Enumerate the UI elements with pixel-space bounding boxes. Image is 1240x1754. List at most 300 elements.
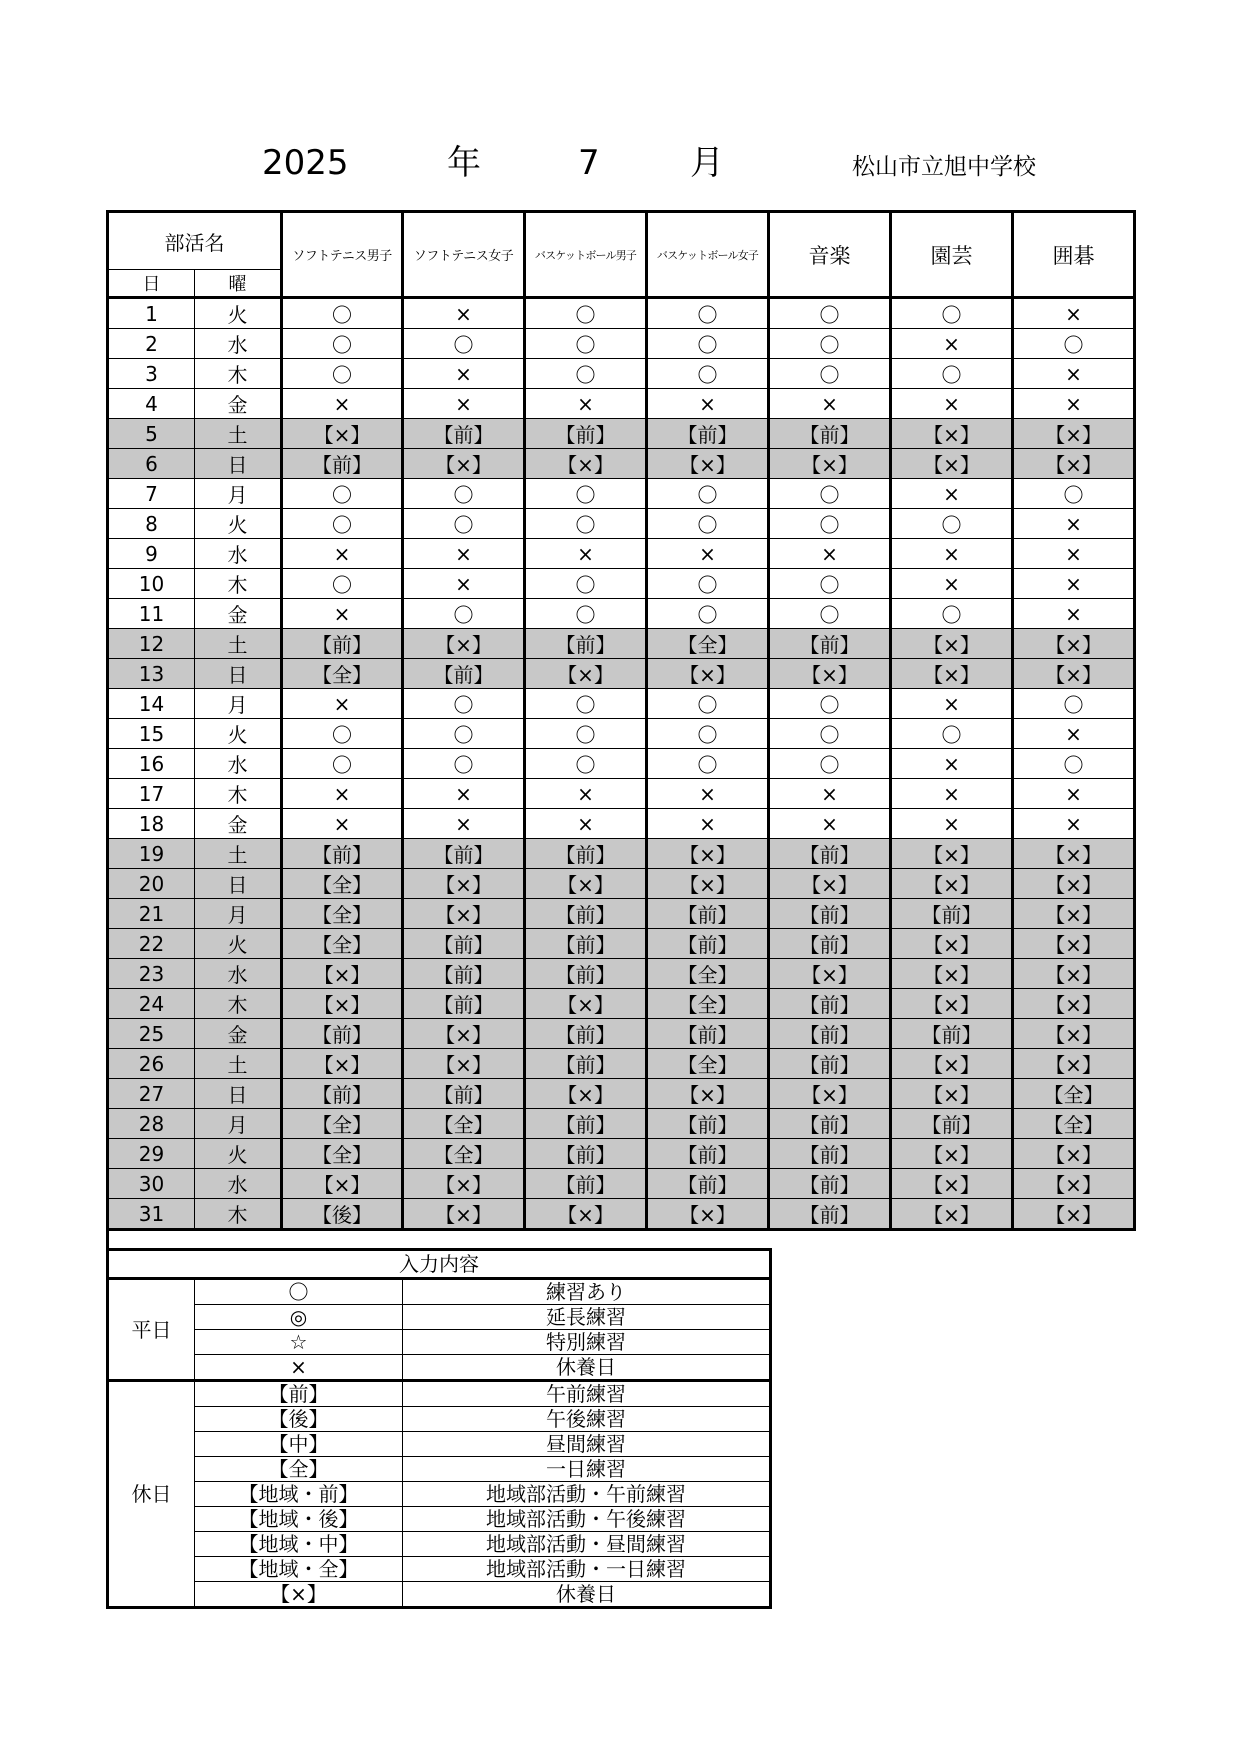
schedule-cell: 【×】 xyxy=(1013,629,1135,659)
legend-row xyxy=(108,1305,771,1330)
schedule-cell: 【×】 xyxy=(282,1169,403,1199)
legend-description: 昼間練習 xyxy=(403,1432,771,1457)
schedule-cell: 【前】 xyxy=(891,899,1013,929)
schedule-cell: 【×】 xyxy=(1013,659,1135,689)
schedule-cell: 【全】 xyxy=(647,989,769,1019)
schedule-cell: 【前】 xyxy=(769,1139,891,1169)
table-row xyxy=(108,1109,1135,1139)
schedule-cell: 〇 xyxy=(525,359,647,389)
day-number: 23 xyxy=(108,959,195,989)
legend-description: 休養日 xyxy=(403,1355,771,1381)
legend-symbol: 【地域・全】 xyxy=(195,1557,403,1582)
club-column-header: ソフトテニス女子 xyxy=(403,212,525,298)
legend-title: 入力内容 xyxy=(108,1250,771,1279)
day-number: 27 xyxy=(108,1079,195,1109)
schedule-cell: 〇 xyxy=(647,359,769,389)
weekday: 水 xyxy=(195,329,282,359)
weekday: 土 xyxy=(195,419,282,449)
legend-symbol: ☆ xyxy=(195,1330,403,1355)
schedule-cell: 【前】 xyxy=(525,419,647,449)
schedule-cell: 【×】 xyxy=(1013,1019,1135,1049)
schedule-cell: 【×】 xyxy=(403,449,525,479)
schedule-cell: × xyxy=(282,539,403,569)
schedule-cell: 【前】 xyxy=(647,1019,769,1049)
table-row xyxy=(108,389,1135,419)
day-number: 24 xyxy=(108,989,195,1019)
schedule-cell: 【×】 xyxy=(891,1199,1013,1230)
legend-weekday-group: 平日 xyxy=(108,1279,195,1381)
weekday: 木 xyxy=(195,989,282,1019)
weekday: 木 xyxy=(195,1199,282,1230)
day-number: 2 xyxy=(108,329,195,359)
schedule-cell: 【×】 xyxy=(1013,869,1135,899)
month-value: 7 xyxy=(578,143,600,183)
schedule-cell: 〇 xyxy=(647,479,769,509)
schedule-cell: 〇 xyxy=(525,509,647,539)
schedule-cell: 【×】 xyxy=(769,659,891,689)
schedule-cell: 【前】 xyxy=(403,659,525,689)
schedule-cell: 【後】 xyxy=(282,1199,403,1230)
schedule-cell: 〇 xyxy=(282,509,403,539)
schedule-cell: 【前】 xyxy=(769,929,891,959)
schedule-cell: 〇 xyxy=(647,569,769,599)
schedule-cell: 【×】 xyxy=(282,989,403,1019)
table-row xyxy=(108,689,1135,719)
schedule-cell: × xyxy=(891,749,1013,779)
weekday: 月 xyxy=(195,689,282,719)
schedule-cell: 【×】 xyxy=(891,929,1013,959)
schedule-cell: 【×】 xyxy=(282,959,403,989)
legend-row xyxy=(108,1582,771,1608)
schedule-cell: 【前】 xyxy=(769,1019,891,1049)
schedule-cell: 【×】 xyxy=(891,869,1013,899)
schedule-cell: 〇 xyxy=(769,479,891,509)
schedule-cell: 【前】 xyxy=(769,1169,891,1199)
table-row xyxy=(108,329,1135,359)
schedule-cell: 【前】 xyxy=(282,1019,403,1049)
schedule-cell: 【前】 xyxy=(525,629,647,659)
schedule-cell: 【前】 xyxy=(769,1049,891,1079)
day-number: 26 xyxy=(108,1049,195,1079)
schedule-cell: 【×】 xyxy=(403,869,525,899)
schedule-cell: × xyxy=(769,779,891,809)
weekday-heading: 曜 xyxy=(195,270,282,298)
schedule-cell: 〇 xyxy=(525,599,647,629)
club-column-header: バスケットボール男子 xyxy=(525,212,647,298)
day-number: 16 xyxy=(108,749,195,779)
schedule-cell: 【前】 xyxy=(769,989,891,1019)
legend-symbol: 【地域・中】 xyxy=(195,1532,403,1557)
schedule-cell: × xyxy=(282,809,403,839)
schedule-cell: 〇 xyxy=(769,599,891,629)
weekday: 土 xyxy=(195,629,282,659)
schedule-table xyxy=(106,210,1136,1231)
weekday: 木 xyxy=(195,569,282,599)
legend-row xyxy=(108,1432,771,1457)
schedule-cell: 【×】 xyxy=(769,1079,891,1109)
schedule-cell: 【×】 xyxy=(891,839,1013,869)
weekday: 金 xyxy=(195,1019,282,1049)
schedule-cell: 【×】 xyxy=(1013,899,1135,929)
weekday: 火 xyxy=(195,719,282,749)
schedule-cell: × xyxy=(1013,719,1135,749)
schedule-cell: 【全】 xyxy=(1013,1109,1135,1139)
schedule-cell: 【×】 xyxy=(891,419,1013,449)
schedule-cell: 〇 xyxy=(282,479,403,509)
schedule-cell: 【前】 xyxy=(769,1109,891,1139)
schedule-cell: 〇 xyxy=(403,329,525,359)
legend-row xyxy=(108,1457,771,1482)
schedule-cell: 〇 xyxy=(1013,329,1135,359)
schedule-cell: 【前】 xyxy=(403,1079,525,1109)
schedule-cell: 【×】 xyxy=(1013,929,1135,959)
schedule-cell: × xyxy=(891,329,1013,359)
club-column-header: 囲碁 xyxy=(1013,212,1135,298)
schedule-cell: × xyxy=(769,539,891,569)
table-row xyxy=(108,989,1135,1019)
schedule-cell: 〇 xyxy=(891,298,1013,329)
schedule-cell: 〇 xyxy=(769,509,891,539)
schedule-cell: × xyxy=(769,809,891,839)
legend-symbol: 【前】 xyxy=(195,1381,403,1407)
schedule-cell: 〇 xyxy=(1013,479,1135,509)
schedule-cell: × xyxy=(282,599,403,629)
month-unit: 月 xyxy=(690,143,724,183)
schedule-cell: 【×】 xyxy=(403,1049,525,1079)
schedule-cell: 【前】 xyxy=(769,629,891,659)
schedule-cell: × xyxy=(403,298,525,329)
schedule-cell: 【前】 xyxy=(525,1139,647,1169)
legend-description: 午後練習 xyxy=(403,1407,771,1432)
schedule-cell: × xyxy=(525,809,647,839)
schedule-cell: 【前】 xyxy=(769,419,891,449)
schedule-cell: × xyxy=(282,389,403,419)
schedule-cell: 【前】 xyxy=(647,419,769,449)
table-row xyxy=(108,479,1135,509)
legend-description: 一日練習 xyxy=(403,1457,771,1482)
schedule-cell: 〇 xyxy=(769,329,891,359)
schedule-cell: × xyxy=(403,809,525,839)
weekday: 金 xyxy=(195,809,282,839)
schedule-cell: 【前】 xyxy=(525,1049,647,1079)
schedule-cell: 〇 xyxy=(891,509,1013,539)
schedule-cell: × xyxy=(891,479,1013,509)
schedule-cell: 〇 xyxy=(647,689,769,719)
schedule-cell: × xyxy=(1013,539,1135,569)
day-number: 7 xyxy=(108,479,195,509)
weekday: 金 xyxy=(195,599,282,629)
weekday: 水 xyxy=(195,1169,282,1199)
table-row xyxy=(108,599,1135,629)
table-row xyxy=(108,1139,1135,1169)
schedule-cell: 〇 xyxy=(525,569,647,599)
schedule-cell: × xyxy=(891,539,1013,569)
schedule-cell: 【×】 xyxy=(891,659,1013,689)
schedule-cell: 【×】 xyxy=(403,1169,525,1199)
legend-table xyxy=(106,1248,772,1609)
day-number: 11 xyxy=(108,599,195,629)
day-number: 18 xyxy=(108,809,195,839)
day-number: 8 xyxy=(108,509,195,539)
schedule-cell: 〇 xyxy=(403,599,525,629)
schedule-cell: × xyxy=(1013,569,1135,599)
schedule-cell: × xyxy=(1013,809,1135,839)
schedule-cell: 【×】 xyxy=(403,1199,525,1230)
legend-symbol: 【×】 xyxy=(195,1582,403,1608)
schedule-cell: 【×】 xyxy=(525,449,647,479)
day-number: 13 xyxy=(108,659,195,689)
weekday: 火 xyxy=(195,929,282,959)
legend-holiday-group: 休日 xyxy=(108,1381,195,1608)
table-row xyxy=(108,839,1135,869)
schedule-cell: × xyxy=(647,779,769,809)
schedule-cell: × xyxy=(891,809,1013,839)
schedule-cell: 【全】 xyxy=(282,1109,403,1139)
schedule-cell: 【前】 xyxy=(769,899,891,929)
schedule-cell: 〇 xyxy=(769,569,891,599)
schedule-cell: 【前】 xyxy=(525,929,647,959)
schedule-cell: 【全】 xyxy=(282,659,403,689)
legend-symbol: 【地域・後】 xyxy=(195,1507,403,1532)
schedule-cell: 【×】 xyxy=(1013,449,1135,479)
table-row xyxy=(108,929,1135,959)
schedule-cell: 〇 xyxy=(282,569,403,599)
schedule-cell: × xyxy=(282,779,403,809)
schedule-cell: 〇 xyxy=(525,719,647,749)
schedule-cell: × xyxy=(891,389,1013,419)
schedule-cell: 〇 xyxy=(769,749,891,779)
schedule-cell: × xyxy=(891,689,1013,719)
schedule-cell: 〇 xyxy=(647,329,769,359)
schedule-cell: 〇 xyxy=(769,689,891,719)
schedule-cell: 〇 xyxy=(282,719,403,749)
schedule-cell: 【×】 xyxy=(647,1199,769,1230)
day-number: 30 xyxy=(108,1169,195,1199)
day-number: 9 xyxy=(108,539,195,569)
weekday: 日 xyxy=(195,1079,282,1109)
schedule-cell: 〇 xyxy=(403,509,525,539)
legend-symbol: 【地域・前】 xyxy=(195,1482,403,1507)
schedule-cell: × xyxy=(891,779,1013,809)
table-row xyxy=(108,509,1135,539)
schedule-cell: × xyxy=(403,389,525,419)
schedule-cell: × xyxy=(525,389,647,419)
schedule-cell: 〇 xyxy=(525,749,647,779)
schedule-cell: × xyxy=(1013,509,1135,539)
schedule-cell: × xyxy=(647,539,769,569)
legend-description: 午前練習 xyxy=(403,1381,771,1407)
schedule-cell: 【全】 xyxy=(282,899,403,929)
legend-row xyxy=(108,1507,771,1532)
legend-description: 地域部活動・午前練習 xyxy=(403,1482,771,1507)
weekday: 火 xyxy=(195,1139,282,1169)
schedule-cell: 【×】 xyxy=(647,1079,769,1109)
schedule-cell: 〇 xyxy=(1013,689,1135,719)
schedule-cell: 【×】 xyxy=(891,629,1013,659)
table-row xyxy=(108,569,1135,599)
legend-row xyxy=(108,1532,771,1557)
legend-symbol: 【後】 xyxy=(195,1407,403,1432)
schedule-cell: 【×】 xyxy=(1013,419,1135,449)
schedule-cell: 【×】 xyxy=(1013,989,1135,1019)
schedule-cell: 【前】 xyxy=(525,1169,647,1199)
schedule-cell: 〇 xyxy=(403,689,525,719)
table-row xyxy=(108,449,1135,479)
weekday: 月 xyxy=(195,479,282,509)
table-row xyxy=(108,779,1135,809)
schedule-cell: 〇 xyxy=(525,479,647,509)
schedule-cell: 【前】 xyxy=(647,1139,769,1169)
schedule-cell: 【全】 xyxy=(647,959,769,989)
schedule-cell: 【前】 xyxy=(525,839,647,869)
schedule-cell: 【×】 xyxy=(282,419,403,449)
schedule-cell: 〇 xyxy=(647,509,769,539)
weekday: 木 xyxy=(195,359,282,389)
year-value: 2025 xyxy=(262,143,349,183)
schedule-cell: 【×】 xyxy=(647,449,769,479)
day-number: 19 xyxy=(108,839,195,869)
schedule-cell: 〇 xyxy=(769,298,891,329)
schedule-cell: 【×】 xyxy=(1013,1199,1135,1230)
schedule-cell: 【×】 xyxy=(769,449,891,479)
schedule-cell: 【×】 xyxy=(1013,1169,1135,1199)
schedule-cell: 【前】 xyxy=(403,929,525,959)
table-row xyxy=(108,959,1135,989)
schedule-cell: 【×】 xyxy=(403,899,525,929)
weekday: 木 xyxy=(195,779,282,809)
legend-row xyxy=(108,1355,771,1381)
schedule-cell: 【前】 xyxy=(403,989,525,1019)
legend-description: 特別練習 xyxy=(403,1330,771,1355)
club-column-header: バスケットボール女子 xyxy=(647,212,769,298)
schedule-cell: 【前】 xyxy=(647,899,769,929)
schedule-cell: × xyxy=(403,359,525,389)
schedule-cell: 〇 xyxy=(891,359,1013,389)
schedule-cell: × xyxy=(403,779,525,809)
schedule-cell: × xyxy=(1013,599,1135,629)
schedule-cell: 〇 xyxy=(282,359,403,389)
weekday: 水 xyxy=(195,959,282,989)
weekday: 日 xyxy=(195,449,282,479)
legend-row xyxy=(108,1482,771,1507)
weekday: 月 xyxy=(195,1109,282,1139)
day-number: 17 xyxy=(108,779,195,809)
schedule-cell: 【×】 xyxy=(647,839,769,869)
schedule-cell: 【前】 xyxy=(525,959,647,989)
legend-row xyxy=(108,1279,771,1305)
table-row xyxy=(108,539,1135,569)
schedule-cell: 〇 xyxy=(525,689,647,719)
table-row xyxy=(108,298,1135,329)
schedule-cell: × xyxy=(891,569,1013,599)
table-row xyxy=(108,1019,1135,1049)
schedule-cell: × xyxy=(282,689,403,719)
header-row xyxy=(108,212,1135,270)
schedule-cell: 【全】 xyxy=(282,1139,403,1169)
day-number: 4 xyxy=(108,389,195,419)
schedule-cell: 【前】 xyxy=(891,1109,1013,1139)
schedule-cell: × xyxy=(1013,389,1135,419)
legend-description: 地域部活動・昼間練習 xyxy=(403,1532,771,1557)
schedule-cell: 【全】 xyxy=(647,629,769,659)
legend-description: 延長練習 xyxy=(403,1305,771,1330)
schedule-cell: 【×】 xyxy=(525,989,647,1019)
schedule-cell: 〇 xyxy=(403,749,525,779)
schedule-cell: 【全】 xyxy=(647,1049,769,1079)
legend-description: 休養日 xyxy=(403,1582,771,1608)
school-name: 松山市立旭中学校 xyxy=(852,154,1036,180)
day-number: 29 xyxy=(108,1139,195,1169)
day-number: 31 xyxy=(108,1199,195,1230)
day-number: 25 xyxy=(108,1019,195,1049)
day-number: 14 xyxy=(108,689,195,719)
weekday: 金 xyxy=(195,389,282,419)
day-number: 22 xyxy=(108,929,195,959)
weekday: 土 xyxy=(195,1049,282,1079)
legend-symbol: × xyxy=(195,1355,403,1381)
day-number: 20 xyxy=(108,869,195,899)
weekday: 水 xyxy=(195,749,282,779)
schedule-cell: 【前】 xyxy=(769,839,891,869)
day-number: 6 xyxy=(108,449,195,479)
day-number: 1 xyxy=(108,298,195,329)
table-row xyxy=(108,1079,1135,1109)
schedule-cell: 【×】 xyxy=(769,869,891,899)
schedule-cell: 〇 xyxy=(647,298,769,329)
schedule-cell: 【前】 xyxy=(647,929,769,959)
schedule-cell: 〇 xyxy=(282,329,403,359)
schedule-cell: 〇 xyxy=(525,329,647,359)
day-number: 28 xyxy=(108,1109,195,1139)
year-unit: 年 xyxy=(447,143,481,183)
schedule-cell: 〇 xyxy=(403,479,525,509)
weekday: 月 xyxy=(195,899,282,929)
legend-symbol: ◎ xyxy=(195,1305,403,1330)
weekday: 日 xyxy=(195,869,282,899)
schedule-cell: 〇 xyxy=(891,719,1013,749)
schedule-cell: × xyxy=(1013,779,1135,809)
weekday: 水 xyxy=(195,539,282,569)
schedule-cell: 【前】 xyxy=(282,629,403,659)
legend-row xyxy=(108,1407,771,1432)
schedule-cell: 【前】 xyxy=(525,899,647,929)
schedule-cell: × xyxy=(1013,359,1135,389)
schedule-cell: 〇 xyxy=(647,719,769,749)
schedule-cell: × xyxy=(1013,298,1135,329)
weekday: 土 xyxy=(195,839,282,869)
schedule-cell: 〇 xyxy=(769,719,891,749)
schedule-cell: 【×】 xyxy=(891,959,1013,989)
schedule-cell: 【×】 xyxy=(403,629,525,659)
schedule-cell: 【×】 xyxy=(891,449,1013,479)
schedule-cell: × xyxy=(769,389,891,419)
club-column-header: 音楽 xyxy=(769,212,891,298)
schedule-cell: 【×】 xyxy=(891,1139,1013,1169)
table-row xyxy=(108,899,1135,929)
schedule-cell: 【前】 xyxy=(525,1019,647,1049)
legend-description: 地域部活動・一日練習 xyxy=(403,1557,771,1582)
table-row xyxy=(108,419,1135,449)
table-row xyxy=(108,1049,1135,1079)
legend-description: 地域部活動・午後練習 xyxy=(403,1507,771,1532)
schedule-cell: × xyxy=(525,779,647,809)
schedule-cell: × xyxy=(647,389,769,419)
schedule-cell: 【全】 xyxy=(403,1139,525,1169)
schedule-cell: 【前】 xyxy=(525,1109,647,1139)
schedule-cell: 【前】 xyxy=(647,1109,769,1139)
schedule-cell: 【×】 xyxy=(1013,839,1135,869)
legend-row xyxy=(108,1557,771,1582)
